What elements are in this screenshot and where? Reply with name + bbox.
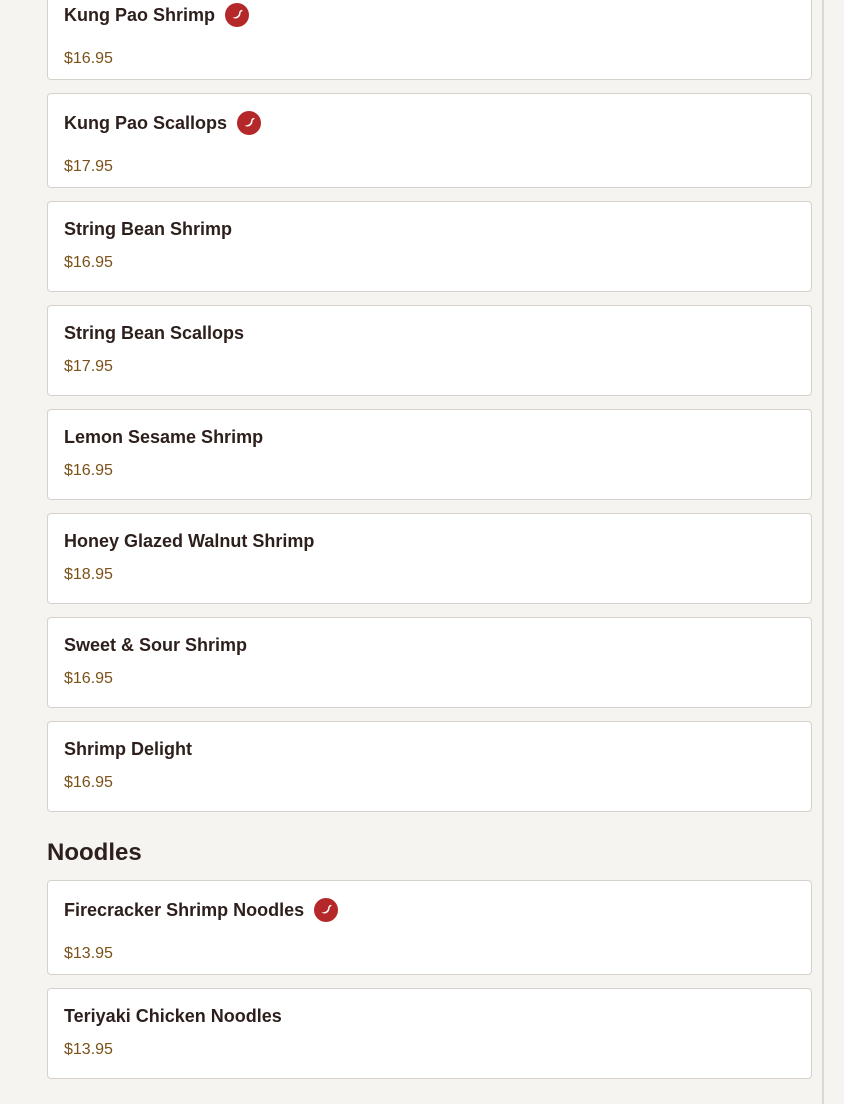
menu-content: [47, 0, 812, 1092]
menu-item-price: $13.95: [64, 1041, 113, 1058]
menu-item-price: $16.95: [64, 50, 113, 67]
menu-item-card[interactable]: [47, 617, 812, 708]
menu-item-card[interactable]: [47, 513, 812, 604]
menu-item-card[interactable]: [47, 0, 812, 80]
menu-item-name: Firecracker Shrimp Noodles: [64, 899, 305, 920]
menu-item-name: Honey Glazed Walnut Shrimp: [64, 530, 315, 551]
chili-pepper-icon: [225, 3, 249, 27]
chili-pepper-icon: [314, 898, 338, 922]
menu-item-card[interactable]: [47, 201, 812, 292]
page-divider: [822, 0, 824, 1104]
menu-item-price: $16.95: [64, 774, 113, 791]
menu-item-card[interactable]: [47, 880, 812, 975]
menu-item-card[interactable]: [47, 409, 812, 500]
menu-item-name: Lemon Sesame Shrimp: [64, 426, 264, 447]
menu-item-card[interactable]: [47, 988, 812, 1079]
menu-item-price: $16.95: [64, 670, 113, 687]
menu-item-price: $18.95: [64, 566, 113, 583]
menu-item-name: Kung Pao Shrimp: [64, 4, 216, 25]
menu-item-price: $17.95: [64, 158, 113, 175]
menu-item-card[interactable]: [47, 305, 812, 396]
menu-item-name: String Bean Shrimp: [64, 218, 233, 239]
menu-item-name: Sweet & Sour Shrimp: [64, 634, 248, 655]
menu-item-price: $17.95: [64, 358, 113, 375]
menu-item-card[interactable]: [47, 721, 812, 812]
menu-item-price: $13.95: [64, 945, 113, 962]
menu-item-card[interactable]: [47, 93, 812, 188]
menu-item-price: $16.95: [64, 462, 113, 479]
menu-item-name: Shrimp Delight: [64, 738, 193, 759]
menu-item-name: String Bean Scallops: [64, 322, 245, 343]
menu-item-name: Teriyaki Chicken Noodles: [64, 1005, 282, 1026]
menu-item-name: Kung Pao Scallops: [64, 112, 228, 133]
menu-item-price: $16.95: [64, 254, 113, 271]
chili-pepper-icon: [237, 111, 261, 135]
section-title-noodles: Noodles: [47, 839, 142, 866]
